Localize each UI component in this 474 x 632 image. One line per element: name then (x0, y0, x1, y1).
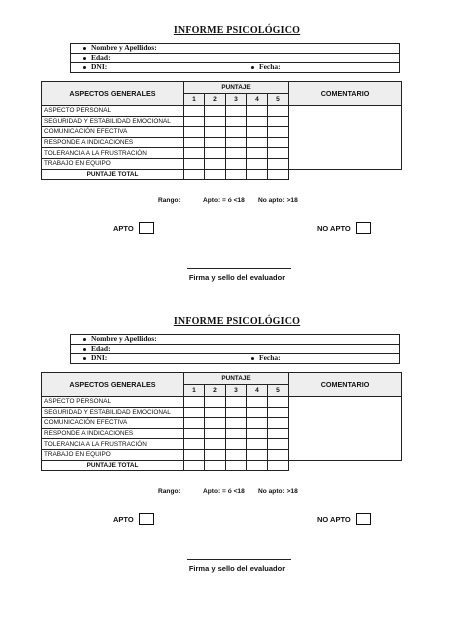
score-cell[interactable] (226, 116, 247, 127)
aspect-rows (42, 397, 402, 461)
range-label: Rango: (158, 488, 181, 495)
bullet-icon (83, 66, 86, 69)
score-cell[interactable] (247, 158, 268, 169)
score-cell[interactable] (247, 148, 268, 159)
dni-date-field[interactable] (71, 354, 400, 364)
score-cell[interactable] (226, 148, 247, 159)
score-cell[interactable] (226, 127, 247, 138)
apto-label: APTO (113, 514, 134, 524)
range-apto: Apto: = ó <18 (203, 197, 245, 204)
aspect-label: TRABAJO EN EQUIPO (42, 449, 184, 460)
score-cell[interactable] (184, 148, 205, 159)
apto-checkbox[interactable] (139, 513, 154, 525)
age-label: Edad: (91, 343, 111, 353)
score-cell[interactable] (205, 397, 226, 408)
score-number: 5 (268, 94, 289, 106)
date-label: Fecha: (259, 62, 281, 72)
bullet-icon (83, 47, 86, 50)
age-field[interactable] (71, 53, 400, 63)
score-cell[interactable] (268, 106, 289, 117)
dni-date-field[interactable] (71, 63, 400, 73)
score-cell[interactable] (205, 116, 226, 127)
signature-line (187, 559, 291, 560)
score-cell[interactable] (205, 148, 226, 159)
aspect-label: RESPONDE A INDICACIONES (42, 428, 184, 439)
score-cell[interactable] (226, 137, 247, 148)
score-cell[interactable] (184, 106, 205, 117)
report-title: INFORME PSICOLÓGICO (173, 25, 301, 36)
range-apto: Apto: = ó <18 (203, 488, 245, 495)
aspect-label: TRABAJO EN EQUIPO (42, 158, 184, 169)
score-cell[interactable] (184, 137, 205, 148)
aspect-label: TOLERANCIA A LA FRUSTRACIÓN (42, 439, 184, 450)
bullet-icon (251, 357, 254, 360)
bullet-icon (83, 348, 86, 351)
score-cell[interactable] (205, 439, 226, 450)
score-cell[interactable] (247, 116, 268, 127)
score-cell[interactable] (184, 439, 205, 450)
psychological-report (0, 0, 474, 290)
aspect-label: ASPECTO PERSONAL (42, 397, 184, 408)
score-cell[interactable] (226, 158, 247, 169)
range-no-apto: No apto: >18 (258, 488, 298, 495)
score-cell[interactable] (205, 407, 226, 418)
score-cell[interactable] (268, 397, 289, 408)
aspect-label: COMUNICACIÓN EFECTIVA (42, 418, 184, 429)
age-label: Edad: (91, 52, 111, 62)
name-label: Nombre y Apellidos: (91, 334, 157, 344)
apto-option (113, 513, 154, 525)
total-score-cell[interactable] (205, 460, 226, 471)
comment-cell[interactable] (289, 106, 402, 170)
score-cell[interactable] (247, 449, 268, 460)
psychological-report (0, 291, 474, 581)
bullet-icon (251, 66, 254, 69)
bullet-icon (83, 357, 86, 360)
score-cell[interactable] (268, 428, 289, 439)
aspect-label: RESPONDE A INDICACIONES (42, 137, 184, 148)
no-apto-label: NO APTO (317, 514, 351, 524)
score-number: 1 (184, 94, 205, 106)
total-score-cell[interactable] (184, 460, 205, 471)
score-number: 3 (226, 385, 247, 397)
empty-cell (289, 460, 402, 471)
score-number: 3 (226, 94, 247, 106)
score-cell[interactable] (226, 439, 247, 450)
apto-checkbox[interactable] (139, 222, 154, 234)
date-field (251, 354, 281, 362)
apto-option (113, 222, 154, 234)
score-cell[interactable] (226, 407, 247, 418)
total-label: PUNTAJE TOTAL (42, 169, 184, 180)
score-cell[interactable] (268, 137, 289, 148)
score-cell[interactable] (205, 418, 226, 429)
comment-header: COMENTARIO (289, 373, 402, 397)
name-field[interactable] (71, 335, 400, 345)
signature-label: Firma y sello del evaluador (188, 564, 286, 573)
empty-cell (289, 169, 402, 180)
score-number: 2 (205, 385, 226, 397)
total-score-cell[interactable] (184, 169, 205, 180)
bullet-icon (83, 338, 86, 341)
score-cell[interactable] (184, 127, 205, 138)
range-label: Rango: (158, 197, 181, 204)
score-cell[interactable] (205, 428, 226, 439)
aspect-label: SEGURIDAD Y ESTABILIDAD EMOCIONAL (42, 116, 184, 127)
comment-header: COMENTARIO (289, 82, 402, 106)
score-cell[interactable] (205, 158, 226, 169)
aspect-label: ASPECTO PERSONAL (42, 106, 184, 117)
score-cell[interactable] (268, 418, 289, 429)
aspect-row (42, 106, 402, 117)
report-title: INFORME PSICOLÓGICO (173, 316, 301, 327)
score-cell[interactable] (247, 127, 268, 138)
score-cell[interactable] (184, 407, 205, 418)
name-label: Nombre y Apellidos: (91, 43, 157, 53)
score-cell[interactable] (247, 397, 268, 408)
aspects-header: ASPECTOS GENERALES (42, 373, 184, 397)
score-cell[interactable] (184, 158, 205, 169)
date-field (251, 63, 281, 71)
score-cell[interactable] (268, 407, 289, 418)
aspect-label: COMUNICACIÓN EFECTIVA (42, 127, 184, 138)
score-cell[interactable] (226, 418, 247, 429)
score-cell[interactable] (247, 407, 268, 418)
evaluation-table (41, 81, 402, 180)
apto-label: APTO (113, 223, 134, 233)
total-score-cell[interactable] (247, 169, 268, 180)
score-cell[interactable] (184, 116, 205, 127)
aspect-rows (42, 106, 402, 170)
total-score-cell[interactable] (268, 460, 289, 471)
score-cell[interactable] (226, 397, 247, 408)
score-cell[interactable] (226, 449, 247, 460)
range-no-apto: No apto: >18 (258, 197, 298, 204)
score-cell[interactable] (184, 397, 205, 408)
score-cell[interactable] (205, 137, 226, 148)
score-cell[interactable] (247, 428, 268, 439)
aspect-label: TOLERANCIA A LA FRUSTRACIÓN (42, 148, 184, 159)
personal-info-table (70, 43, 400, 73)
total-score-cell[interactable] (268, 169, 289, 180)
score-number: 2 (205, 94, 226, 106)
bullet-icon (83, 57, 86, 60)
score-cell[interactable] (205, 449, 226, 460)
score-cell[interactable] (268, 148, 289, 159)
total-score-cell[interactable] (247, 460, 268, 471)
score-cell[interactable] (226, 106, 247, 117)
total-score-cell[interactable] (205, 169, 226, 180)
evaluation-table (41, 372, 402, 471)
signature-line (187, 268, 291, 269)
score-cell[interactable] (205, 127, 226, 138)
score-number: 5 (268, 385, 289, 397)
date-label: Fecha: (259, 353, 281, 363)
score-cell[interactable] (184, 418, 205, 429)
age-field[interactable] (71, 344, 400, 354)
score-cell[interactable] (247, 418, 268, 429)
score-cell[interactable] (184, 428, 205, 439)
personal-info-table (70, 334, 400, 364)
score-cell[interactable] (184, 449, 205, 460)
no-apto-checkbox[interactable] (356, 222, 371, 234)
score-number: 1 (184, 385, 205, 397)
score-cell[interactable] (268, 439, 289, 450)
dni-label: DNI: (91, 353, 108, 363)
total-score-cell[interactable] (226, 169, 247, 180)
score-cell[interactable] (247, 439, 268, 450)
score-cell[interactable] (268, 449, 289, 460)
score-header: PUNTAJE (184, 373, 289, 385)
score-number: 4 (247, 94, 268, 106)
signature-label: Firma y sello del evaluador (188, 273, 286, 282)
no-apto-option (317, 222, 371, 234)
total-label: PUNTAJE TOTAL (42, 460, 184, 471)
aspect-row (42, 397, 402, 408)
name-field[interactable] (71, 44, 400, 54)
aspects-header: ASPECTOS GENERALES (42, 82, 184, 106)
score-cell[interactable] (205, 106, 226, 117)
dni-label: DNI: (91, 62, 108, 72)
aspect-label: SEGURIDAD Y ESTABILIDAD EMOCIONAL (42, 407, 184, 418)
score-cell[interactable] (226, 428, 247, 439)
score-cell[interactable] (247, 106, 268, 117)
score-cell[interactable] (268, 116, 289, 127)
score-cell[interactable] (268, 127, 289, 138)
no-apto-checkbox[interactable] (356, 513, 371, 525)
score-number: 4 (247, 385, 268, 397)
score-header: PUNTAJE (184, 82, 289, 94)
no-apto-option (317, 513, 371, 525)
score-cell[interactable] (268, 158, 289, 169)
score-cell[interactable] (247, 137, 268, 148)
no-apto-label: NO APTO (317, 223, 351, 233)
comment-cell[interactable] (289, 397, 402, 461)
total-score-cell[interactable] (226, 460, 247, 471)
